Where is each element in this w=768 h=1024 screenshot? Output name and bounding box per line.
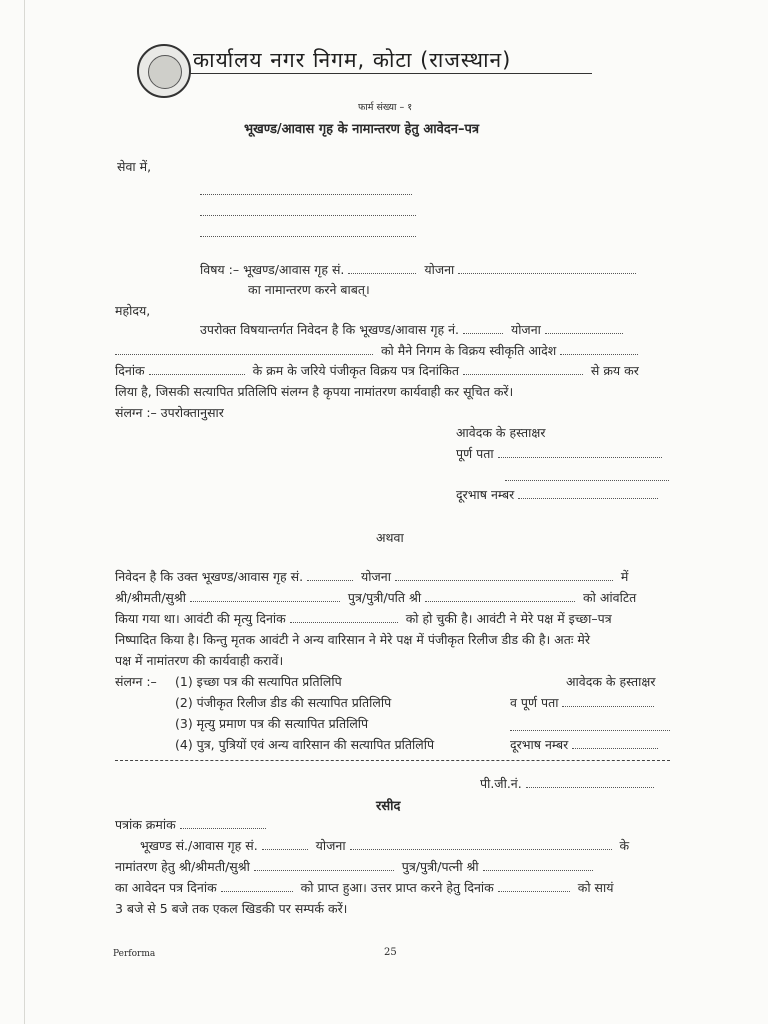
applicant1-address-line-2[interactable] (505, 466, 669, 485)
address-line-2[interactable] (200, 201, 416, 220)
subject-line-2: का नामान्तरण करने बाबत्। (248, 282, 370, 297)
receipt-ref-field[interactable] (180, 817, 266, 829)
receipt-line-1: भूखण्ड सं./आवास गृह सं. योजना के (140, 838, 630, 853)
separator-dashed-line (115, 760, 670, 761)
receipt-ref: पत्रांक क्रमांक (115, 817, 266, 833)
body1-plot-field[interactable] (463, 322, 503, 334)
receipt-relation-field[interactable] (483, 859, 593, 871)
or-separator: अथवा (376, 530, 404, 545)
receipt-line-4: 3 बजे से 5 बजे तक एकल खिडकी पर सम्पर्क करें। (115, 901, 348, 916)
applicant2-address: व पूर्ण पता (510, 695, 654, 711)
applicant2-address-line-2[interactable] (510, 716, 670, 735)
receipt-scheme-field[interactable] (350, 838, 612, 850)
office-title: कार्यालय नगर निगम, कोटा (राजस्थान) (193, 48, 512, 72)
body1-name-field[interactable] (115, 343, 373, 355)
applicant1-address: पूर्ण पता (456, 446, 662, 462)
applicant2-phone-field[interactable] (572, 737, 658, 749)
attachment-item: (1) इच्छा पत्र की सत्यापित प्रतिलिपि (175, 674, 342, 689)
receipt-applicant-field[interactable] (254, 859, 394, 871)
form-heading: भूखण्ड/आवास गृह के नामान्तरण हेतु आवेदन–पत्र (244, 122, 480, 137)
body1-attached: संलग्न :– उपरोक्तानुसार (115, 405, 224, 420)
page-number: 25 (384, 947, 397, 958)
address-line-1[interactable] (200, 180, 412, 199)
applicant1-address-field[interactable] (498, 446, 662, 458)
receipt-line-2: नामांतरण हेतु श्री/श्रीमती/सुश्री पुत्र/पुत्री/पत्नी श्री (115, 859, 593, 875)
salutation: महोदय, (115, 303, 151, 318)
to-label: सेवा में, (117, 159, 152, 174)
address-line-3[interactable] (200, 222, 416, 241)
body1-line-1: उपरोक्त विषयान्तर्गत निवेदन है कि भूखण्ड/आवास गृह नं. योजना (200, 322, 623, 338)
body2-line-2: श्री/श्रीमती/सुश्री पुत्र/पुत्री/पति श्री को आंवटित (115, 590, 637, 605)
body2-plot-field[interactable] (307, 569, 353, 581)
body2-allottee-field[interactable] (190, 590, 340, 602)
applicant1-signature-label: आवेदक के हस्ताक्षर (456, 425, 546, 440)
receipt-line-3: का आवेदन पत्र दिनांक को प्राप्त हुआ। उत्तर प्राप्त करने हेतु दिनांक को सायं (115, 880, 614, 895)
footer-performa: Performa (113, 949, 156, 959)
body1-order-field[interactable] (560, 343, 638, 355)
receipt-plot-field[interactable] (262, 838, 308, 850)
receipt-date-field[interactable] (221, 880, 293, 892)
page-margin-line (24, 0, 25, 1024)
body1-line-4: लिया है, जिसकी सत्यापित प्रतिलिपि संलग्न है कृपया नामांतरण कार्यवाही कर सूचित करें। (115, 384, 514, 399)
body2-scheme-field[interactable] (395, 569, 613, 581)
subject-line-1: विषय :– भूखण्ड/आवास गृह सं. योजना (200, 262, 636, 278)
applicant2-address-field[interactable] (562, 695, 654, 707)
body1-deed-date-field[interactable] (463, 363, 583, 375)
body2-line-4: निष्पादित किया है। किन्तु मृतक आवंटी ने अन्य वारिसान ने मेरे पक्ष में पंजीकृत रिलीज डीड की है। अतः मेरे (115, 632, 590, 647)
scheme-field[interactable] (458, 262, 636, 274)
pg-number-field[interactable] (526, 776, 654, 788)
receipt-title: रसीद (376, 799, 401, 814)
attachment-item: (3) मृत्यु प्रमाण पत्र की सत्यापित प्रतिलिपि (175, 716, 369, 731)
body2-death-date-field[interactable] (290, 611, 398, 623)
body2-line-3: किया गया था। आवंटी की मृत्यु दिनांक को हो चुकी है। आवंटी ने मेरे पक्ष में इच्छा–पत्र (115, 611, 612, 626)
attachments-label: संलग्न :– (115, 674, 157, 689)
body2-line-1: निवेदन है कि उक्त भूखण्ड/आवास गृह सं. योजना में (115, 569, 629, 584)
applicant2-signature-label: आवेदक के हस्ताक्षर (566, 674, 656, 689)
title-underline (190, 73, 592, 74)
attachment-item: (4) पुत्र, पुत्रियों एवं अन्य वारिसान की सत्यापित प्रतिलिपि (175, 737, 435, 752)
body1-line-3: दिनांक के क्रम के जरिये पंजीकृत विक्रय पत्र दिनांकित से क्रय कर (115, 363, 639, 378)
applicant1-phone: दूरभाष नम्बर (456, 487, 658, 503)
receipt-reply-date-field[interactable] (498, 880, 570, 892)
applicant1-phone-field[interactable] (518, 487, 658, 499)
body2-relation-field[interactable] (425, 590, 575, 602)
plot-number-field[interactable] (348, 262, 416, 274)
body1-date-field[interactable] (149, 363, 245, 375)
pg-number: पी.जी.नं. (480, 776, 654, 792)
body1-scheme-field[interactable] (545, 322, 623, 334)
body2-line-5: पक्ष में नामांतरण की कार्यवाही करावें। (115, 653, 284, 668)
applicant2-phone: दूरभाष नम्बर (510, 737, 658, 753)
form-number: फार्म संख्या – १ (358, 102, 413, 113)
body1-line-2: को मैने निगम के विक्रय स्वीकृति आदेश (115, 343, 638, 359)
attachment-item: (2) पंजीकृत रिलीज डीड की सत्यापित प्रतिलिपि (175, 695, 392, 710)
municipal-seal-logo (137, 44, 191, 98)
